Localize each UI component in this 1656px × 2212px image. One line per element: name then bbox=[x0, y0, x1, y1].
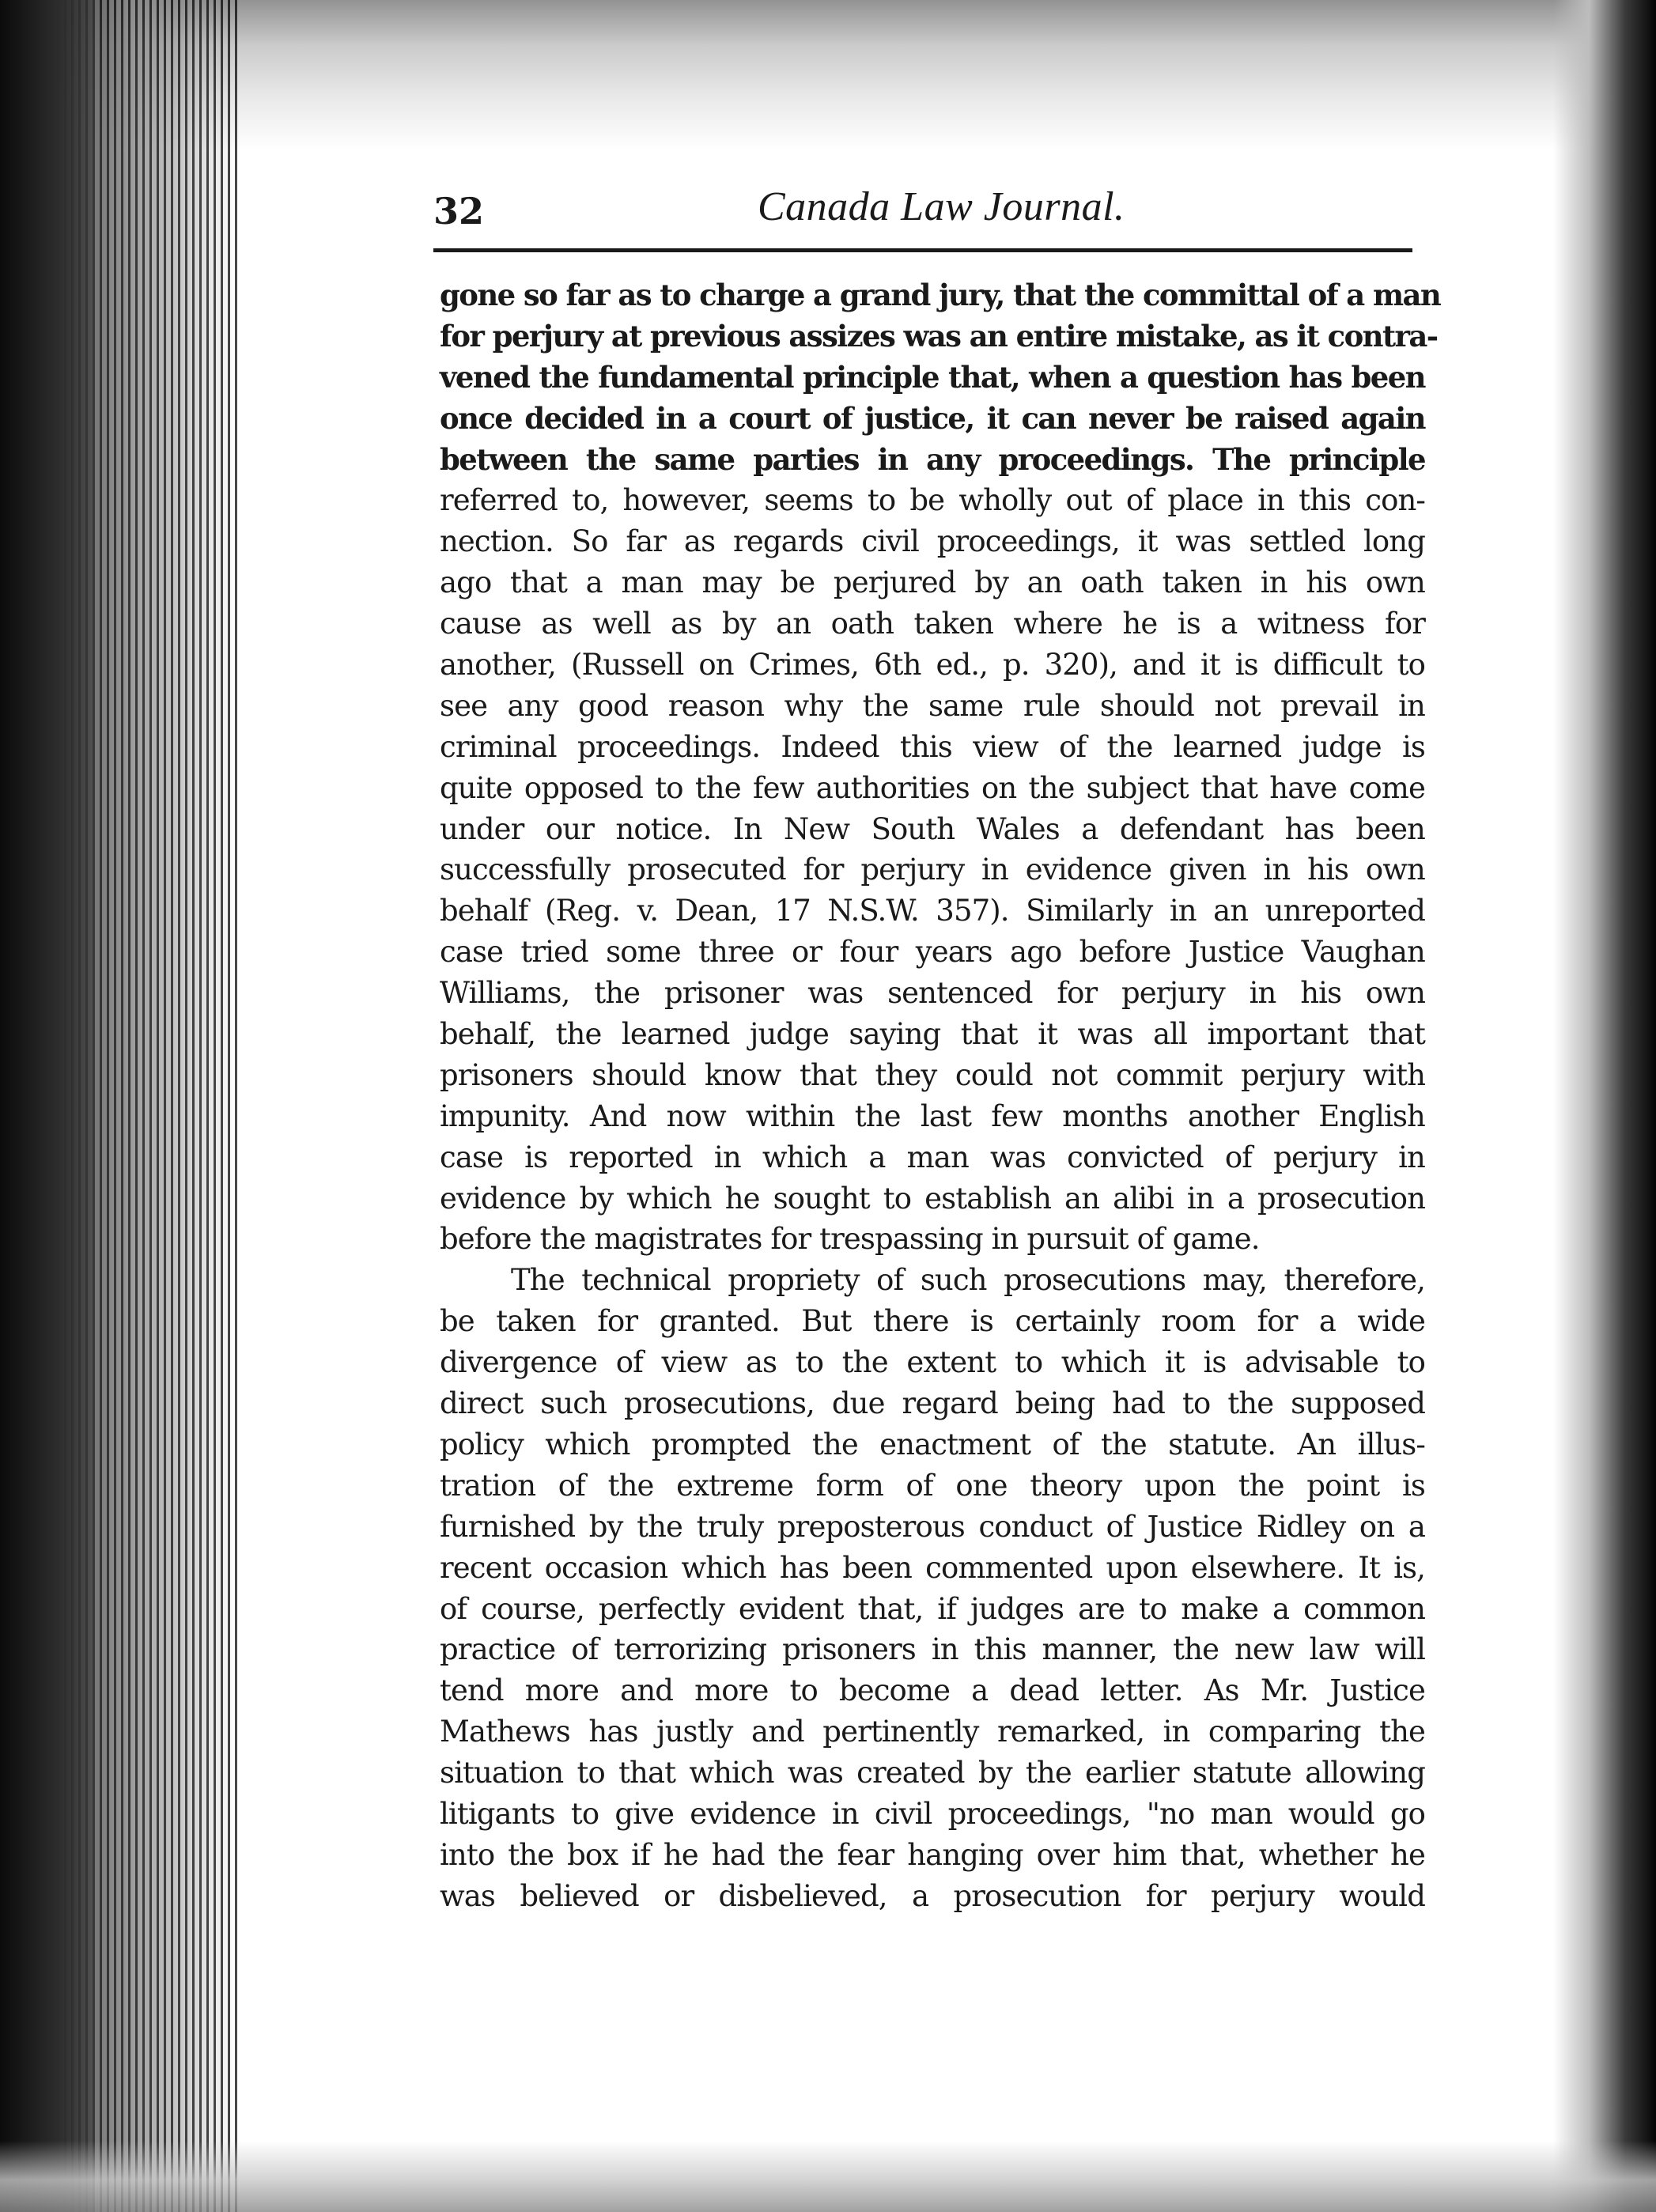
text-line: furnished by the truly preposterous conduct of Justice Ridley on a bbox=[440, 1509, 1425, 1544]
text-line: was believed or disbelieved, a prosecution for perjury would bbox=[440, 1878, 1425, 1913]
text-line: gone so far as to charge a grand jury, that the committal of a man bbox=[440, 278, 1441, 312]
text-line: behalf, the learned judge saying that it was all important that bbox=[440, 1017, 1425, 1052]
text-line: ago that a man may be perjured by an oath taken in his own bbox=[440, 565, 1425, 600]
text-line: before the magistrates for trespassing in pursuit of game. bbox=[440, 1222, 1260, 1257]
journal-title: Canada Law Journal. bbox=[758, 184, 1125, 229]
text-line: successfully prosecuted for perjury in evidence given in his own bbox=[440, 853, 1425, 887]
text-line: see any good reason why the same rule should not prevail in bbox=[440, 688, 1425, 723]
text-line: between the same parties in any proceedings. The principle bbox=[440, 441, 1425, 477]
running-head bbox=[433, 183, 1411, 239]
scan-edge-top bbox=[0, 0, 1656, 150]
text-line: quite opposed to the few authorities on the subject that have come bbox=[440, 770, 1425, 805]
text-line: under our notice. In New South Wales a defendant has been bbox=[440, 811, 1425, 846]
text-line: another, (Russell on Crimes, 6th ed., p. 320), and it is difficult to bbox=[440, 648, 1425, 683]
text-line: tration of the extreme form of one theory upon the point is bbox=[440, 1468, 1425, 1503]
text-line: case tried some three or four years ago before Justice Vaughan bbox=[440, 935, 1425, 970]
text-line: tend more and more to become a dead letter. As Mr. Justice bbox=[440, 1673, 1425, 1708]
text-line: be taken for granted. But there is certainly room for a wide bbox=[440, 1304, 1425, 1339]
text-line: vened the fundamental principle that, when a question has been bbox=[440, 359, 1425, 395]
header-rule bbox=[433, 248, 1412, 252]
text-line: litigants to give evidence in civil proceedings, "no man would go bbox=[440, 1796, 1425, 1831]
text-line: cause as well as by an oath taken where he is a witness for bbox=[440, 607, 1425, 641]
text-line: referred to, however, seems to be wholly out of place in this con- bbox=[440, 483, 1425, 518]
text-line: criminal proceedings. Indeed this view of the learned judge is bbox=[440, 729, 1425, 764]
text-line: nection. So far as regards civil proceedings, it was settled long bbox=[440, 524, 1425, 559]
text-line: once decided in a court of justice, it can never be raised again bbox=[440, 400, 1425, 436]
scan-edge-left-dark bbox=[0, 0, 95, 2212]
scan-edge-right bbox=[1553, 0, 1656, 2212]
text-line: policy which prompted the enactment of the statute. An illus- bbox=[440, 1427, 1425, 1461]
text-line: for perjury at previous assizes was an entire mistake, as it contra- bbox=[440, 318, 1438, 354]
text-line: impunity. And now within the last few months another English bbox=[440, 1098, 1425, 1133]
text-line: into the box if he had the fear hanging over him that, whether he bbox=[440, 1837, 1425, 1872]
text-line: direct such prosecutions, due regard being had to the supposed bbox=[440, 1386, 1425, 1421]
text-line: The technical propriety of such prosecutions may, therefore, bbox=[511, 1263, 1425, 1298]
scan-edge-bottom bbox=[0, 2141, 1656, 2212]
text-line: divergence of view as to the extent to which it is advisable to bbox=[440, 1345, 1425, 1380]
text-line: of course, perfectly evident that, if judges are to make a common bbox=[440, 1591, 1425, 1626]
text-line: behalf (Reg. v. Dean, 17 N.S.W. 357). Similarly in an unreported bbox=[440, 894, 1425, 928]
text-line: situation to that which was created by the earlier statute allowing bbox=[440, 1756, 1425, 1790]
text-line: practice of terrorizing prisoners in this manner, the new law will bbox=[440, 1632, 1425, 1667]
page-number: 32 bbox=[433, 190, 485, 233]
text-line: recent occasion which has been commented upon elsewhere. It is, bbox=[440, 1550, 1425, 1585]
text-line: case is reported in which a man was convicted of perjury in bbox=[440, 1140, 1425, 1174]
text-line: Williams, the prisoner was sentenced for perjury in his own bbox=[440, 976, 1425, 1011]
text-line: prisoners should know that they could not commit perjury with bbox=[440, 1057, 1425, 1092]
text-line: evidence by which he sought to establish an alibi in a prosecution bbox=[440, 1181, 1425, 1216]
text-line: Mathews has justly and pertinently remarked, in comparing the bbox=[440, 1715, 1425, 1749]
article-text bbox=[440, 275, 1441, 1917]
